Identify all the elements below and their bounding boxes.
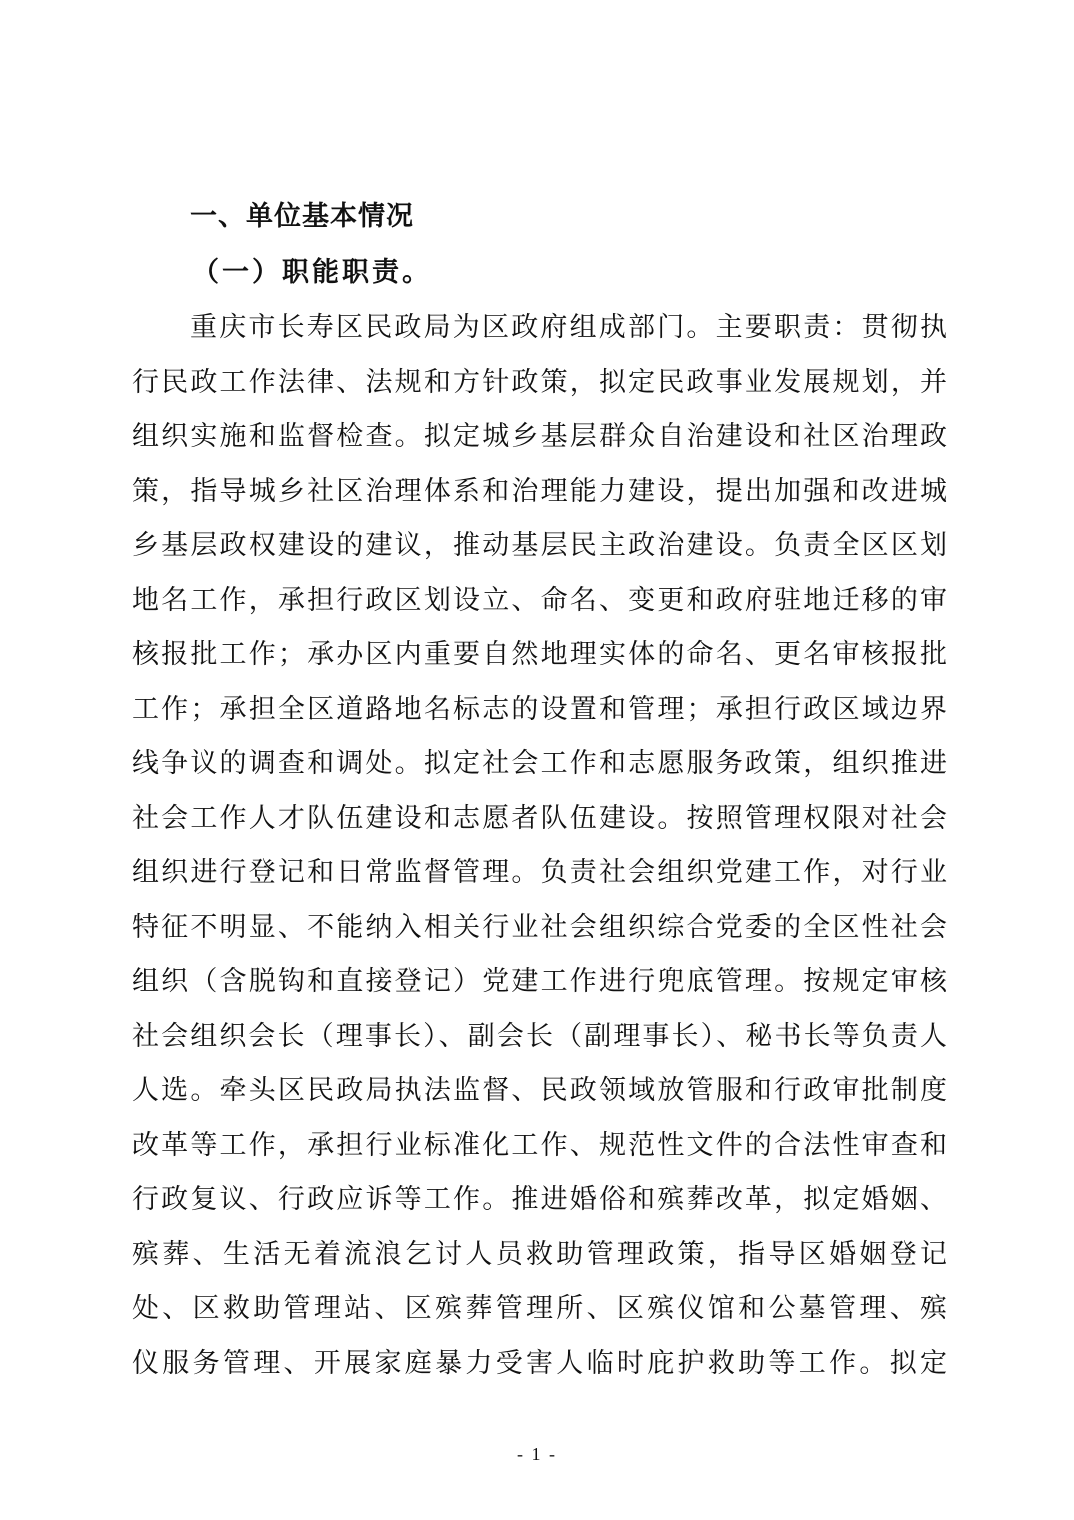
body-paragraph <box>132 301 947 1391</box>
body-line: 工作；承担全区道路地名标志的设置和管理；承担行政区域边界 <box>132 693 947 725</box>
body-line: 组织进行登记和日常监督管理。负责社会组织党建工作，对行业 <box>132 857 947 888</box>
body-line: 殡葬、生活无着流浪乞讨人员救助管理政策，指导区婚姻登记 <box>132 1238 947 1270</box>
section-heading: 一、单位基本情况 <box>190 201 414 232</box>
body-line: 改革等工作，承担行业标准化工作、规范性文件的合法性审查和 <box>132 1129 947 1161</box>
body-line: 组织（含脱钩和直接登记）党建工作进行兜底管理。按规定审核 <box>132 966 947 997</box>
body-line: 仪服务管理、开展家庭暴力受害人临时庇护救助等工作。拟定 <box>132 1347 947 1379</box>
body-line: 特征不明显、不能纳入相关行业社会组织综合党委的全区性社会 <box>132 911 947 943</box>
body-line: 组织实施和监督检查。拟定城乡基层群众自治建设和社区治理政 <box>132 421 947 452</box>
body-line: 社会组织会长（理事长）、副会长（副理事长）、秘书长等负责人 <box>132 1020 947 1052</box>
subsection-heading: （一）职能职责。 <box>192 257 432 288</box>
body-line: 人选。牵头区民政局执法监督、民政领域放管服和行政审批制度 <box>132 1075 947 1106</box>
body-line: 重庆市长寿区民政局为区政府组成部门。主要职责：贯彻执 <box>190 312 947 343</box>
body-line: 线争议的调查和调处。拟定社会工作和志愿服务政策，组织推进 <box>132 748 947 779</box>
body-line: 策，指导城乡社区治理体系和治理能力建设，提出加强和改进城 <box>132 475 947 507</box>
body-line: 地名工作，承担行政区划设立、命名、变更和政府驻地迁移的审 <box>132 584 947 616</box>
body-line: 行政复议、行政应诉等工作。推进婚俗和殡葬改革，拟定婚姻、 <box>132 1184 947 1215</box>
body-line: 核报批工作；承办区内重要自然地理实体的命名、更名审核报批 <box>132 639 947 670</box>
body-line: 乡基层政权建设的建议，推动基层民主政治建设。负责全区区划 <box>132 530 947 561</box>
body-line: 行民政工作法律、法规和方针政策，拟定民政事业发展规划，并 <box>132 366 947 398</box>
body-line: 社会工作人才队伍建设和志愿者队伍建设。按照管理权限对社会 <box>132 802 947 834</box>
page-number: - 1 - <box>517 1444 557 1464</box>
body-line: 处、区救助管理站、区殡葬管理所、区殡仪馆和公墓管理、殡 <box>132 1293 947 1324</box>
